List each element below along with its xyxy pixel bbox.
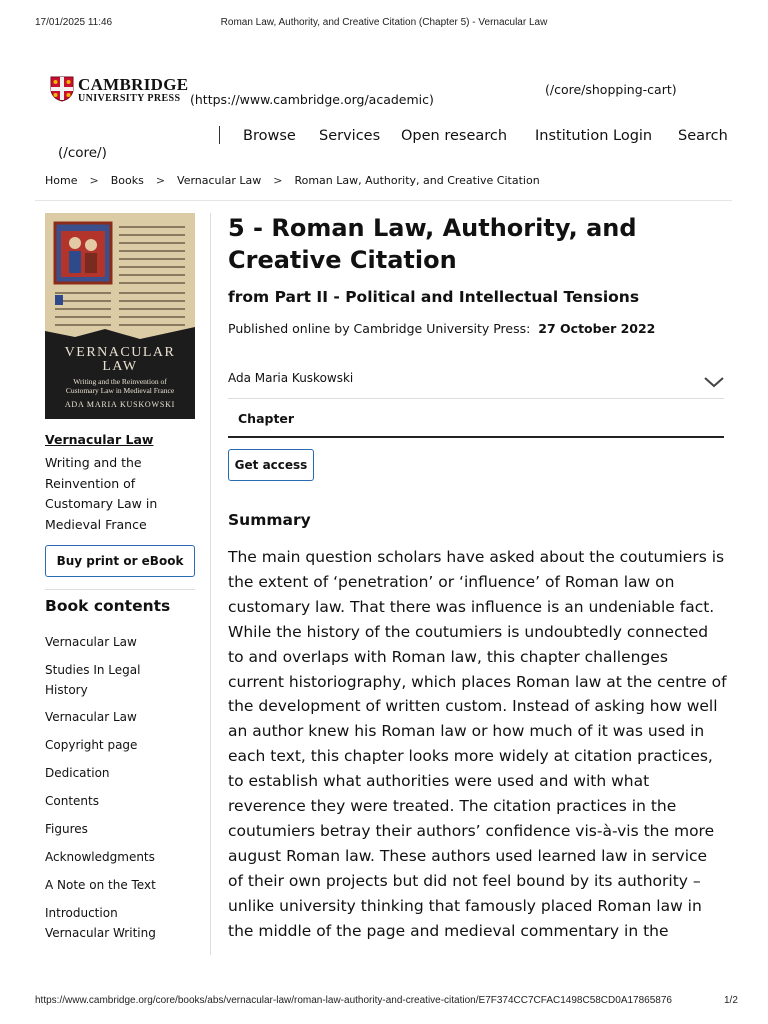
toc-item-copyright-page[interactable]: Copyright page [45,738,138,752]
summary-line: an author knew his Roman law or how much of it was used in [228,722,705,741]
chapter-author[interactable]: Ada Maria Kuskowski [228,371,354,385]
summary-line: each text, this chapter looks more widely at citation practices, [228,747,713,766]
breadcrumb [45,174,540,187]
contents-divider [45,589,195,590]
chapter-title-line: Creative Citation [228,246,457,274]
published-online [228,321,655,336]
manuscript-page-icon [45,213,195,341]
book-subtitle-line: Medieval France [45,516,147,532]
chapter-title [228,212,678,276]
toc-item-line: Studies In Legal [45,663,141,677]
published-date: 27 October 2022 [538,321,656,336]
cover-author: ADA MARIA KUSKOWSKI [64,400,176,409]
toc-item-vernacular-law[interactable]: Vernacular Law [45,635,137,649]
book-subtitle-line: Writing and the [45,455,142,470]
summary-heading: Summary [228,511,311,529]
header-divider [35,200,732,201]
summary-line: The main question scholars have asked about the coutumiers is [228,548,725,566]
print-datetime: 17/01/2025 11:46 [35,17,113,28]
summary-line: coutumiers betray their authors’ confidence vis-à-vis the more [228,821,715,840]
print-page-number: 1/2 [724,995,738,1006]
nav-divider [219,126,220,144]
book-cover-image[interactable] [45,213,195,419]
summary-line: of their own projects but did not feel bound by its authority – [228,871,701,890]
nav-open-research[interactable]: Open research [401,128,508,144]
print-title: Roman Law, Authority, and Creative Citation (Chapter 5) - Vernacular Law [220,17,548,28]
chevron-down-icon[interactable] [703,376,725,388]
toc-item-line: History [45,683,88,697]
breadcrumb-separator: > [273,174,283,187]
tab-underline [228,436,724,438]
book-contents-heading: Book contents [45,597,171,615]
breadcrumb-current: Roman Law, Authority, and Creative Citation [294,174,540,187]
shopping-cart-link[interactable]: (/core/shopping-cart) [545,82,677,97]
book-title-link[interactable]: Vernacular Law [45,432,154,447]
summary-line: the development of written custom. Instead of asking how well [228,697,718,716]
toc-item-contents[interactable]: Contents [45,794,99,808]
summary-line: unlike university thinking that famously placed Roman law in [228,896,702,915]
toc-item-vernacular-law-2[interactable]: Vernacular Law [45,710,137,724]
nav-institution-login[interactable]: Institution Login [535,128,653,144]
nav-search[interactable]: Search [678,128,728,144]
cover-subtitle-line2: Customary Law in Medieval France [65,386,175,395]
summary-line: reverence they were treated. The citation practices in the [228,797,677,816]
summary-line: current historiography, which places Roman law at the centre of [228,672,727,691]
core-home-link[interactable]: (/core/) [58,145,107,161]
toc-item-line: Vernacular Writing [45,926,156,940]
breadcrumb-home[interactable]: Home [45,174,78,187]
logo-wordmark: CAMBRIDGE [78,75,189,94]
toc-item-studies-in-legal-history[interactable] [45,660,195,700]
summary-line: to and overlaps with Roman law, this chapter challenges [228,647,668,666]
logo-subtext: UNIVERSITY PRESS [78,93,181,104]
logo-link-url[interactable]: (https://www.cambridge.org/academic) [190,92,434,107]
book-subtitle-line: Reinvention of [45,475,136,491]
chapter-title-line: 5 - Roman Law, Authority, and [228,214,637,242]
get-access-button[interactable]: Get access [228,449,314,481]
breadcrumb-separator: > [155,174,166,187]
print-footer-url: https://www.cambridge.org/core/books/abs/vernacular-law/roman-law-authority-and-creative-citation/E7F374CC7CFAC1498C58CD0A17865876 [35,995,672,1006]
toc-item-note-on-text[interactable]: A Note on the Text [45,878,156,892]
cambridge-logo[interactable] [50,76,188,104]
toc-item-line: Introduction [45,906,118,920]
breadcrumb-books[interactable]: Books [110,174,144,187]
summary-line: While the history of the coutumiers is undoubtedly connected [228,622,709,641]
toc-item-figures[interactable]: Figures [45,822,88,836]
cover-title-line1: VERNACULAR [64,345,176,360]
buy-print-ebook-button[interactable]: Buy print or eBook [45,545,195,577]
toc-item-introduction[interactable] [45,903,195,943]
book-subtitle [45,453,157,535]
column-divider [210,213,211,955]
cover-title-line2: LAW [102,359,138,374]
nav-browse[interactable]: Browse [243,128,296,144]
toc-item-dedication[interactable]: Dedication [45,766,110,780]
summary-line: the extent of ‘penetration’ or ‘influence’ of Roman law on [228,572,675,591]
toc-item-acknowledgments[interactable]: Acknowledgments [45,850,155,864]
cambridge-shield-icon [50,76,74,102]
cover-manuscript-illustration [45,213,195,341]
summary-line: customary law. That there was influence is an undeniable fact. [228,597,715,616]
summary-text [228,545,728,944]
author-divider [228,398,724,399]
summary-line: august Roman law. These authors used learned law in service [228,846,708,865]
breadcrumb-separator: > [89,174,99,187]
published-prefix: Published online by Cambridge University Press: [228,321,531,336]
breadcrumb-book[interactable]: Vernacular Law [177,174,262,187]
tab-chapter[interactable]: Chapter [238,411,295,426]
nav-services[interactable]: Services [319,128,381,144]
part-subtitle: from Part II - Political and Intellectual Tensions [228,288,640,306]
summary-line: to establish what authorities were used and with what [228,772,650,791]
book-subtitle-line: Customary Law in [45,496,158,511]
summary-line: the middle of the page and medieval commentary in the [228,921,669,940]
cover-subtitle-line1: Writing and the Reinvention of [73,377,167,386]
